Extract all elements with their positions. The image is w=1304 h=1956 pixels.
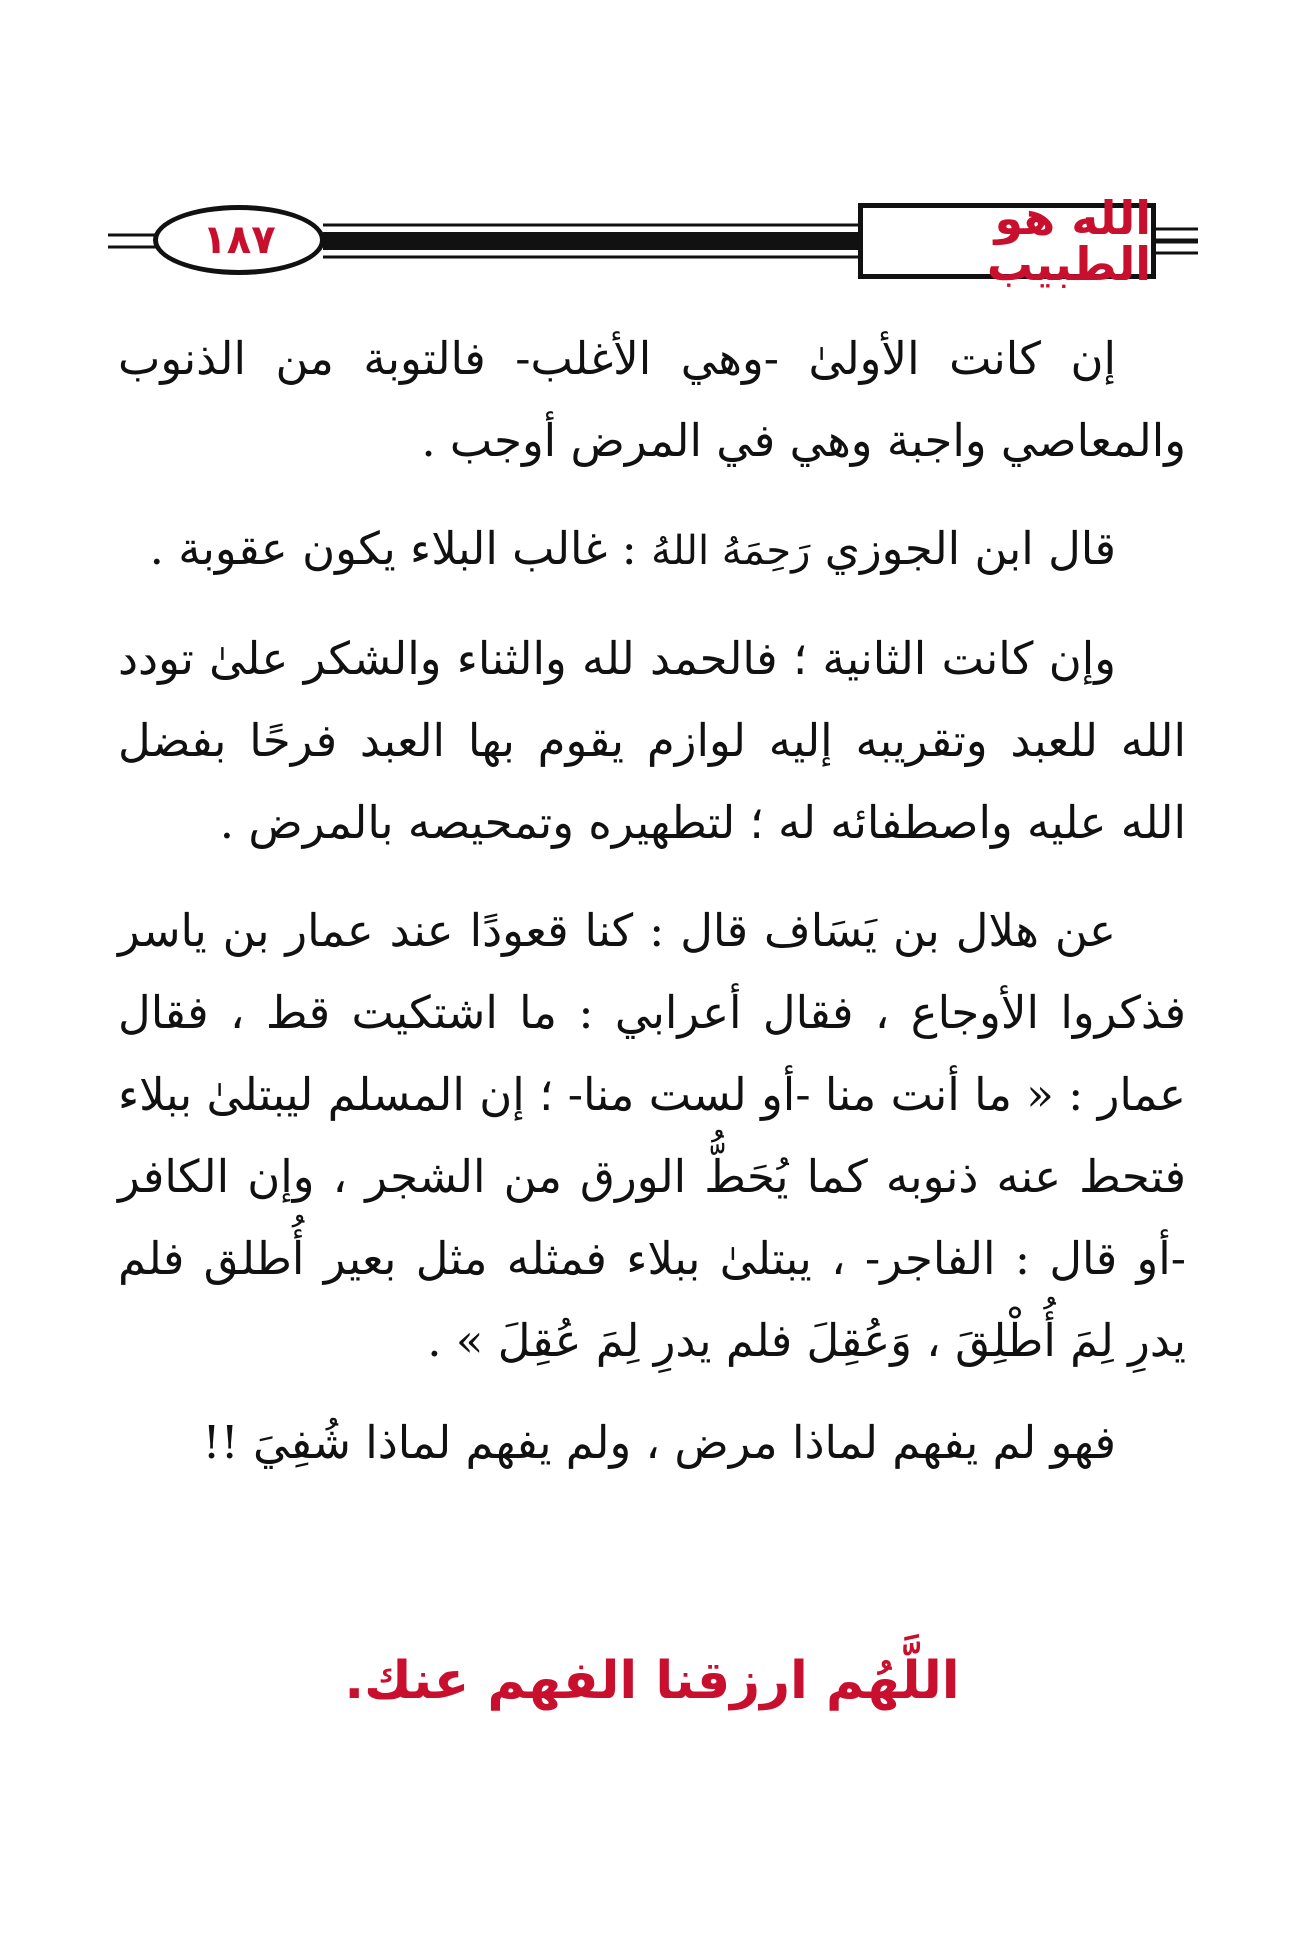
page-number-badge — [153, 205, 325, 275]
page-header — [108, 191, 1198, 291]
page-body — [118, 318, 1186, 1510]
paragraph-4-hadith: عن هلال بن يَسَاف قال : كنا قعودًا عند عمار بن ياسر فذكروا الأوجاع ، فقال أعرابي : ما اشتكيت قط ، فقال عمار : « ما أنت منا -أو لست منا- ؛ إن المسلم ليبتلىٰ ببلاء فتحط عنه ذنوبه كما يُحَطُّ الورق من الشجر ، وإن الكافر -أو قال : الفاجر- ، يبتلىٰ ببلاء فمثله مثل بعير أُطلق فلم يدرِ لِمَ أُطْلِقَ ، وَعُقِلَ فلم يدرِ لِمَ عُقِلَ » . — [118, 904, 1186, 1367]
paragraph-2 — [118, 508, 1186, 592]
page-number: ١٨٧ — [202, 217, 276, 263]
paragraph-1: إن كانت الأولىٰ -وهي الأغلب- فالتوبة من الذنوب والمعاصي واجبة وهي في المرض أوجب . — [118, 332, 1186, 467]
paragraph-3: وإن كانت الثانية ؛ فالحمد لله والثناء والشكر علىٰ تودد الله للعبد وتقريبه إليه لوازم يقوم بها العبد فرحًا بفضل الله عليه واصطفائه له ؛ لتطهيره وتمحيصه بالمرض . — [118, 632, 1186, 849]
paragraph-2-intro: قال ابن الجوزي — [824, 522, 1116, 575]
paragraph-5: فهو لم يفهم لماذا مرض ، ولم يفهم لماذا شُفِيَ !! — [202, 1416, 1116, 1469]
running-title: الله هو الطبيب — [986, 191, 1151, 291]
paragraph-2-quote: : غالب البلاء يكون عقوبة . — [149, 522, 637, 575]
running-title-box — [858, 191, 1156, 291]
honorific-glyph: رَحِمَهُ اللهُ — [651, 528, 811, 574]
closing-supplication: اللَّهُم ارزقنا الفهم عنك. — [344, 1651, 960, 1711]
